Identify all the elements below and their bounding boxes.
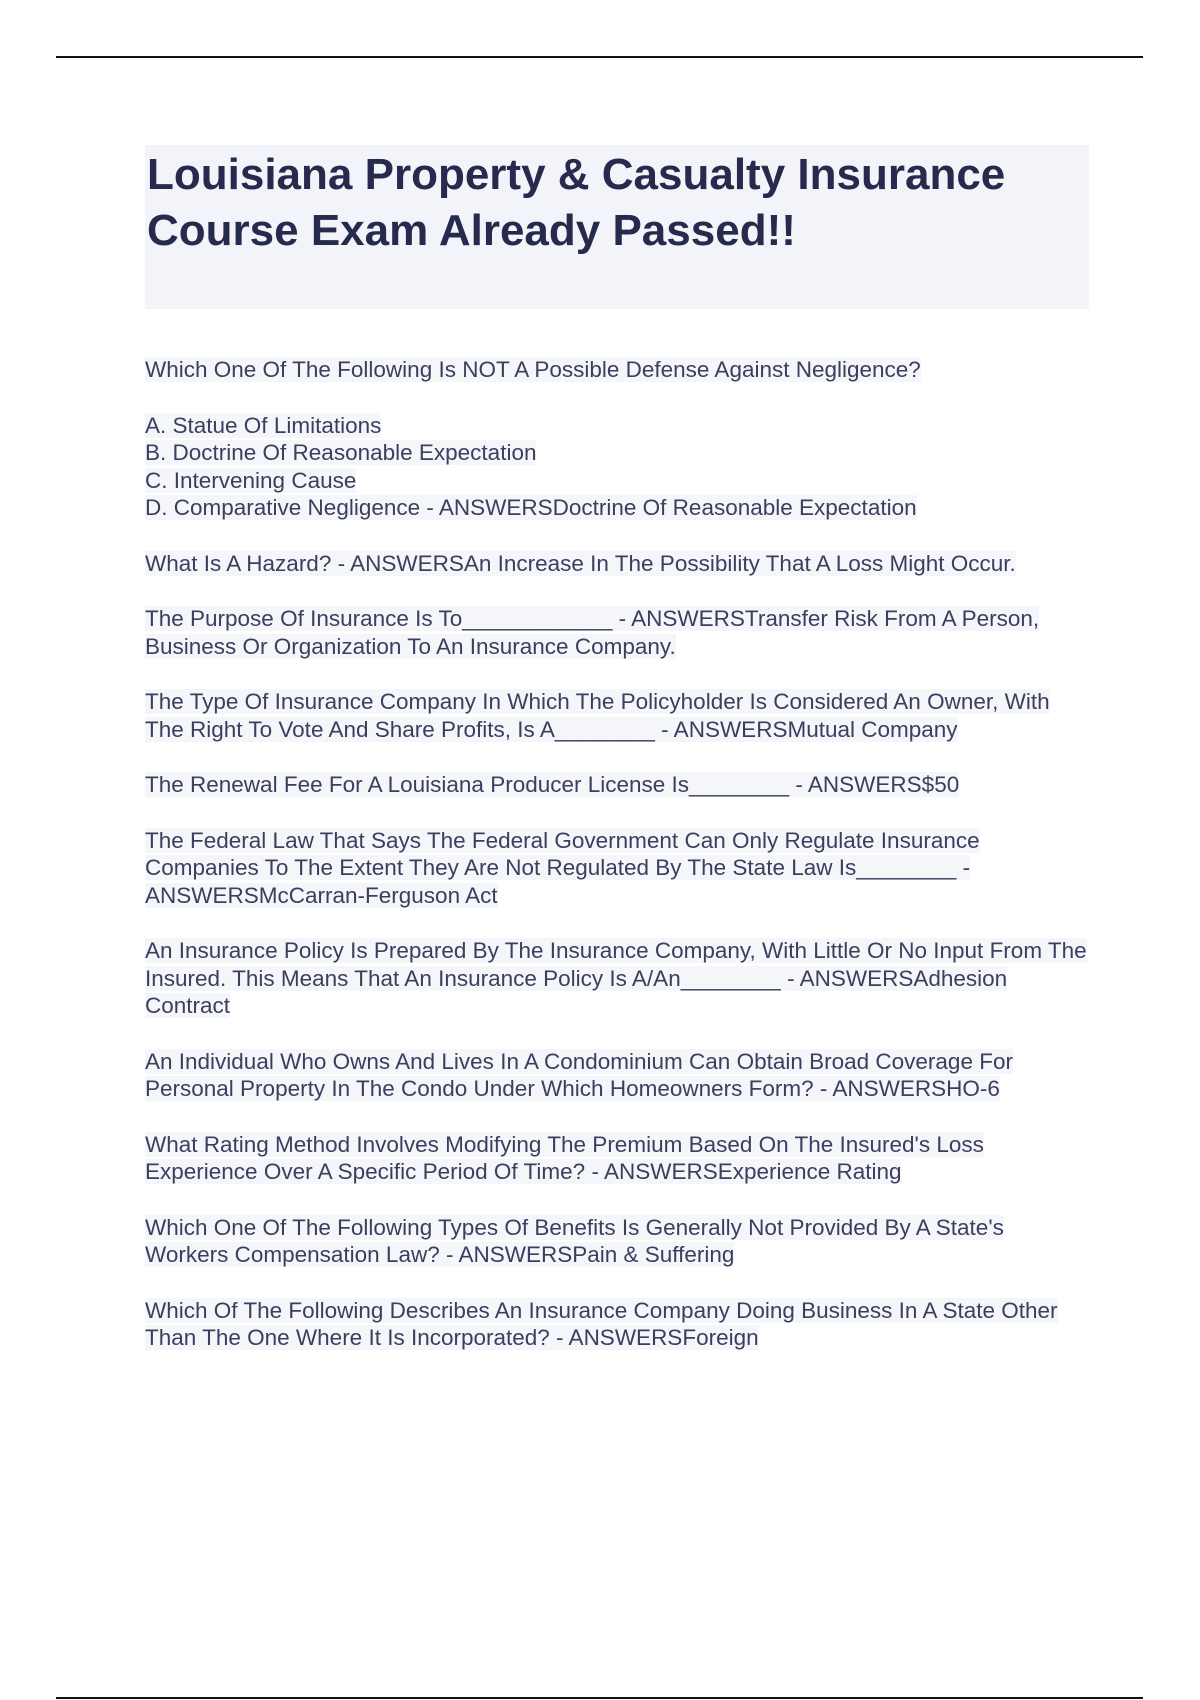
qa-foreign-insurer: Which Of The Following Describes An Insurance Company Doing Business In A State Other Than The One Where It Is Incorporated? - ANSWERSForeign (145, 1297, 1058, 1350)
qa-purpose-of-insurance: The Purpose Of Insurance Is To____________ - ANSWERSTransfer Risk From A Person, Business Or Organization To An Insurance Company. (145, 606, 1040, 659)
question-negligence-defense: Which One Of The Following Is NOT A Possible Defense Against Negligence? (145, 357, 921, 382)
qa-adhesion-contract: An Insurance Policy Is Prepared By The Insurance Company, With Little Or No Input From The Insured. This Means That An Insurance Policy Is A/An________ - ANSWERSAdhesion Contract (145, 938, 1087, 1018)
bottom-rule (56, 1697, 1143, 1699)
qa-experience-rating: What Rating Method Involves Modifying The Premium Based On The Insured's Loss Experience Over A Specific Period Of Time? - ANSWERSExperience Rating (145, 1131, 984, 1184)
qa-list (145, 356, 1089, 1352)
qa-mutual-company: The Type Of Insurance Company In Which The Policyholder Is Considered An Owner, With The Right To Vote And Share Profits, Is A________ - ANSWERSMutual Company (145, 689, 1050, 742)
qa-workers-compensation: Which One Of The Following Types Of Benefits Is Generally Not Provided By A State's Workers Compensation Law? - ANSWERSPain & Suffering (145, 1214, 1004, 1267)
qa-renewal-fee: The Renewal Fee For A Louisiana Producer License Is________ - ANSWERS$50 (145, 772, 960, 797)
document-title: Louisiana Property & Casualty Insurance Course Exam Already Passed!! (145, 145, 1089, 309)
qa-ho-6: An Individual Who Owns And Lives In A Condominium Can Obtain Broad Coverage For Personal Property In The Condo Under Which Homeowners Form? - ANSWERSHO-6 (145, 1048, 1013, 1101)
qa-mccarran-ferguson: The Federal Law That Says The Federal Government Can Only Regulate Insurance Companies To The Extent They Are Not Regulated By The State Law Is________ - ANSWERSMcCarran-Ferguson Act (145, 827, 980, 908)
answer-options-negligence: A. Statue Of Limitations B. Doctrine Of Reasonable Expectation C. Intervening Cause D. Comparative Negligence - ANSWERSDoctrine Of Reasonable Expectation (145, 412, 917, 520)
top-rule (56, 56, 1143, 58)
qa-hazard: What Is A Hazard? - ANSWERSAn Increase In The Possibility That A Loss Might Occur. (145, 550, 1016, 576)
page-content (145, 145, 1089, 1380)
